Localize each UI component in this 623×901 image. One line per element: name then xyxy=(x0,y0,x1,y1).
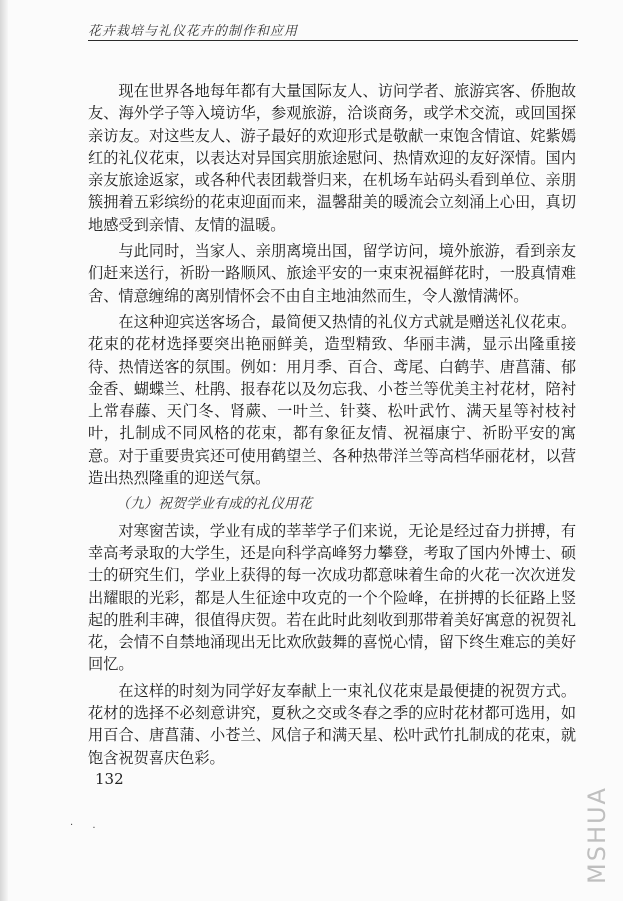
paragraph: 在这样的时刻为同学好友奉献上一束礼仪花束是最便捷的祝贺方式。花材的选择不必刻意讲究，夏秋之交或冬春之季的应时花材都可选用，如用百合、唐菖蒲、小苍兰、风信子和满天星、松叶武竹扎制成的花束，就饱含祝贺喜庆色彩。 xyxy=(88,681,576,767)
paragraph: 现在世界各地每年都有大量国际友人、访问学者、旅游宾客、侨胞故友、海外学子等入境访华，参观旅游，洽谈商务，或学术交流，或回国探亲访友。对这些友人、游子最好的欢迎形式是敬献一束饱含情谊、姹紫嫣红的礼仪花束，以表达对异国宾朋旅途慰问、热情欢迎的友好深情。国内亲友旅途返家，或各种代表团载誉归来，在机场车站码头看到单位、亲朋簇拥着五彩缤纷的花束迎面而来，温馨甜美的暖流会立刻涌上心田，真切地感受到亲情、友情的温暖。 xyxy=(88,82,576,234)
body-text xyxy=(88,80,576,773)
scan-specks: · . xyxy=(70,820,104,831)
section-title: （九）祝贺学业有成的礼仪用花 xyxy=(116,496,312,513)
page-edge-shadow xyxy=(0,0,8,901)
header-rule xyxy=(88,40,578,41)
page-number: 132 xyxy=(95,770,124,788)
running-header: 花卉栽培与礼仪花卉的制作和应用 xyxy=(88,24,299,39)
paragraph: 对寒窗苦读，学业有成的莘莘学子们来说，无论是经过奋力拼搏，有幸高考录取的大学生，还是向科学高峰努力攀登，考取了国内外博士、硕士的研究生们，学业上获得的每一次成功都意味着生命的火花一次次迸发出耀眼的光彩，都是人生征途中攻克的一个个险峰，在拼搏的长征路上竖起的胜利丰碑，很值得庆贺。若在此时此刻收到那带着美好寓意的祝贺礼花，会情不自禁地涌现出无比欢欣鼓舞的喜悦心情，留下终生难忘的美好回忆。 xyxy=(88,521,576,674)
watermark xyxy=(581,780,613,890)
watermark-text: MSHUA xyxy=(583,786,611,884)
paragraph: 与此同时，当家人、亲朋离境出国，留学访问，境外旅游，看到亲友们赶来送行，祈盼一路顺风、旅途平安的一束束祝福鲜花时，一股真情难舍、情意缠绵的离别情怀会不由自主地油然而生，令人激情满怀。 xyxy=(88,242,576,305)
paragraph: 在这种迎宾送客场合，最简便又热情的礼仪方式就是赠送礼仪花束。花束的花材选择要突出艳丽鲜美，造型精致、华丽丰满，显示出隆重接待、热情送客的氛围。例如：用月季、百合、鸢尾、白鹤芋、唐菖蒲、郁金香、蝴蝶兰、杜鹃、报春花以及勿忘我、小苍兰等优美主衬花材，陪衬上常春藤、天门冬、肾蕨、一叶兰、针葵、松叶武竹、满天星等衬枝衬叶，扎制成不同风格的花束，都有象征友情、祝福康宁、祈盼平安的寓意。对于重要贵宾还可使用鹤望兰、各种热带洋兰等高档华丽花材，以营造出热烈隆重的迎送气氛。 xyxy=(88,312,576,488)
